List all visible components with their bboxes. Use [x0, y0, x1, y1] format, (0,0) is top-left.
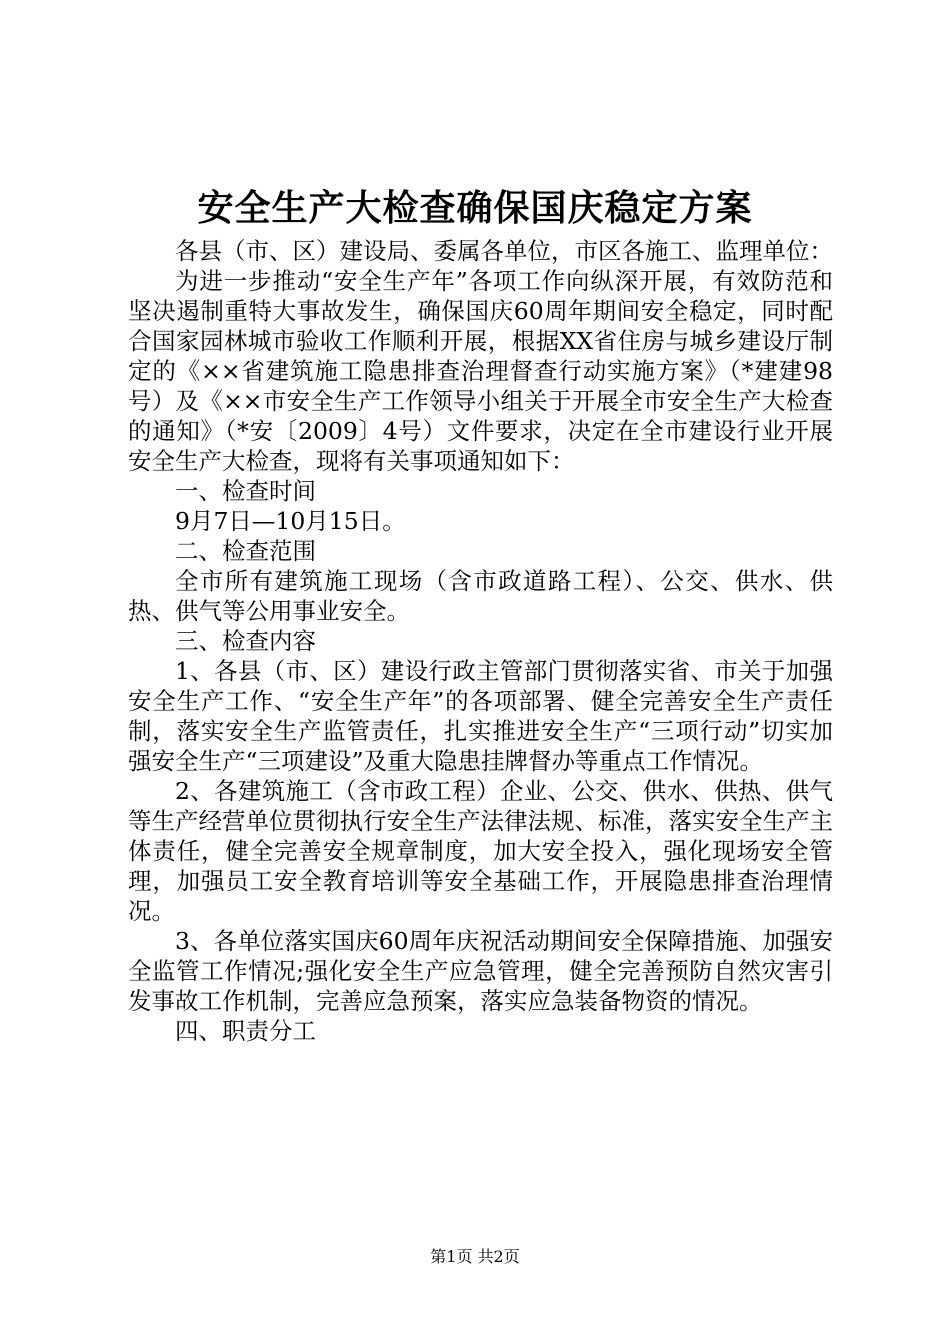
section-heading-duties: 四、职责分工 [175, 1017, 316, 1045]
paragraph-time: 9月7日—10月15日。 [175, 507, 406, 535]
paragraph-content-3: 3、各单位落实国庆60周年庆祝活动期间安全保障措施、加强安全监管工作情况;强化安全生产应急管理，健全完善预防自然灾害引发事故工作机制，完善应急预案，落实应急装备物资的情况。 [128, 927, 833, 1015]
paragraph-addressee: 各县（市、区）建设局、委属各单位，市区各施工、监理单位： [175, 237, 833, 265]
document-title: 安全生产大检查确保国庆稳定方案 [197, 187, 753, 229]
paragraph-content-2: 2、各建筑施工（含市政工程）企业、公交、供水、供热、供气等生产经营单位贯彻执行安全生产法律法规、标准，落实安全生产主体责任，健全完善安全规章制度，加大安全投入，强化现场安全管理，加强员工安全教育培训等安全基础工作，开展隐患排查治理情况。 [128, 777, 833, 925]
section-heading-content: 三、检查内容 [175, 627, 316, 655]
section-heading-scope: 二、检查范围 [175, 537, 316, 565]
document-body [128, 236, 833, 1046]
paragraph-scope: 全市所有建筑施工现场（含市政道路工程）、公交、供水、供热、供气等公用事业安全。 [128, 567, 833, 625]
paragraph-content-1: 1、各县（市、区）建设行政主管部门贯彻落实省、市关于加强安全生产工作、“安全生产年”的各项部署、健全完善安全生产责任制，落实安全生产监管责任，扎实推进安全生产“三项行动”切实加强安全生产“三项建设”及重大隐患挂牌督办等重点工作情况。 [128, 657, 833, 775]
section-heading-time: 一、检查时间 [175, 477, 316, 505]
paragraph-intro: 为进一步推动“安全生产年”各项工作向纵深开展，有效防范和坚决遏制重特大事故发生，确保国庆60周年期间安全稳定，同时配合国家园林城市验收工作顺利开展，根据XX省住房与城乡建设厅制定的《××省建筑施工隐患排查治理督查行动实施方案》（*建建98号）及《××市安全生产工作领导小组关于开展全市安全生产大检查的通知》（*安〔2009〕4号）文件要求，决定在全市建设行业开展安全生产大检查，现将有关事项通知如下： [128, 267, 833, 475]
page-footer: 第1页 共2页 [430, 1247, 520, 1266]
